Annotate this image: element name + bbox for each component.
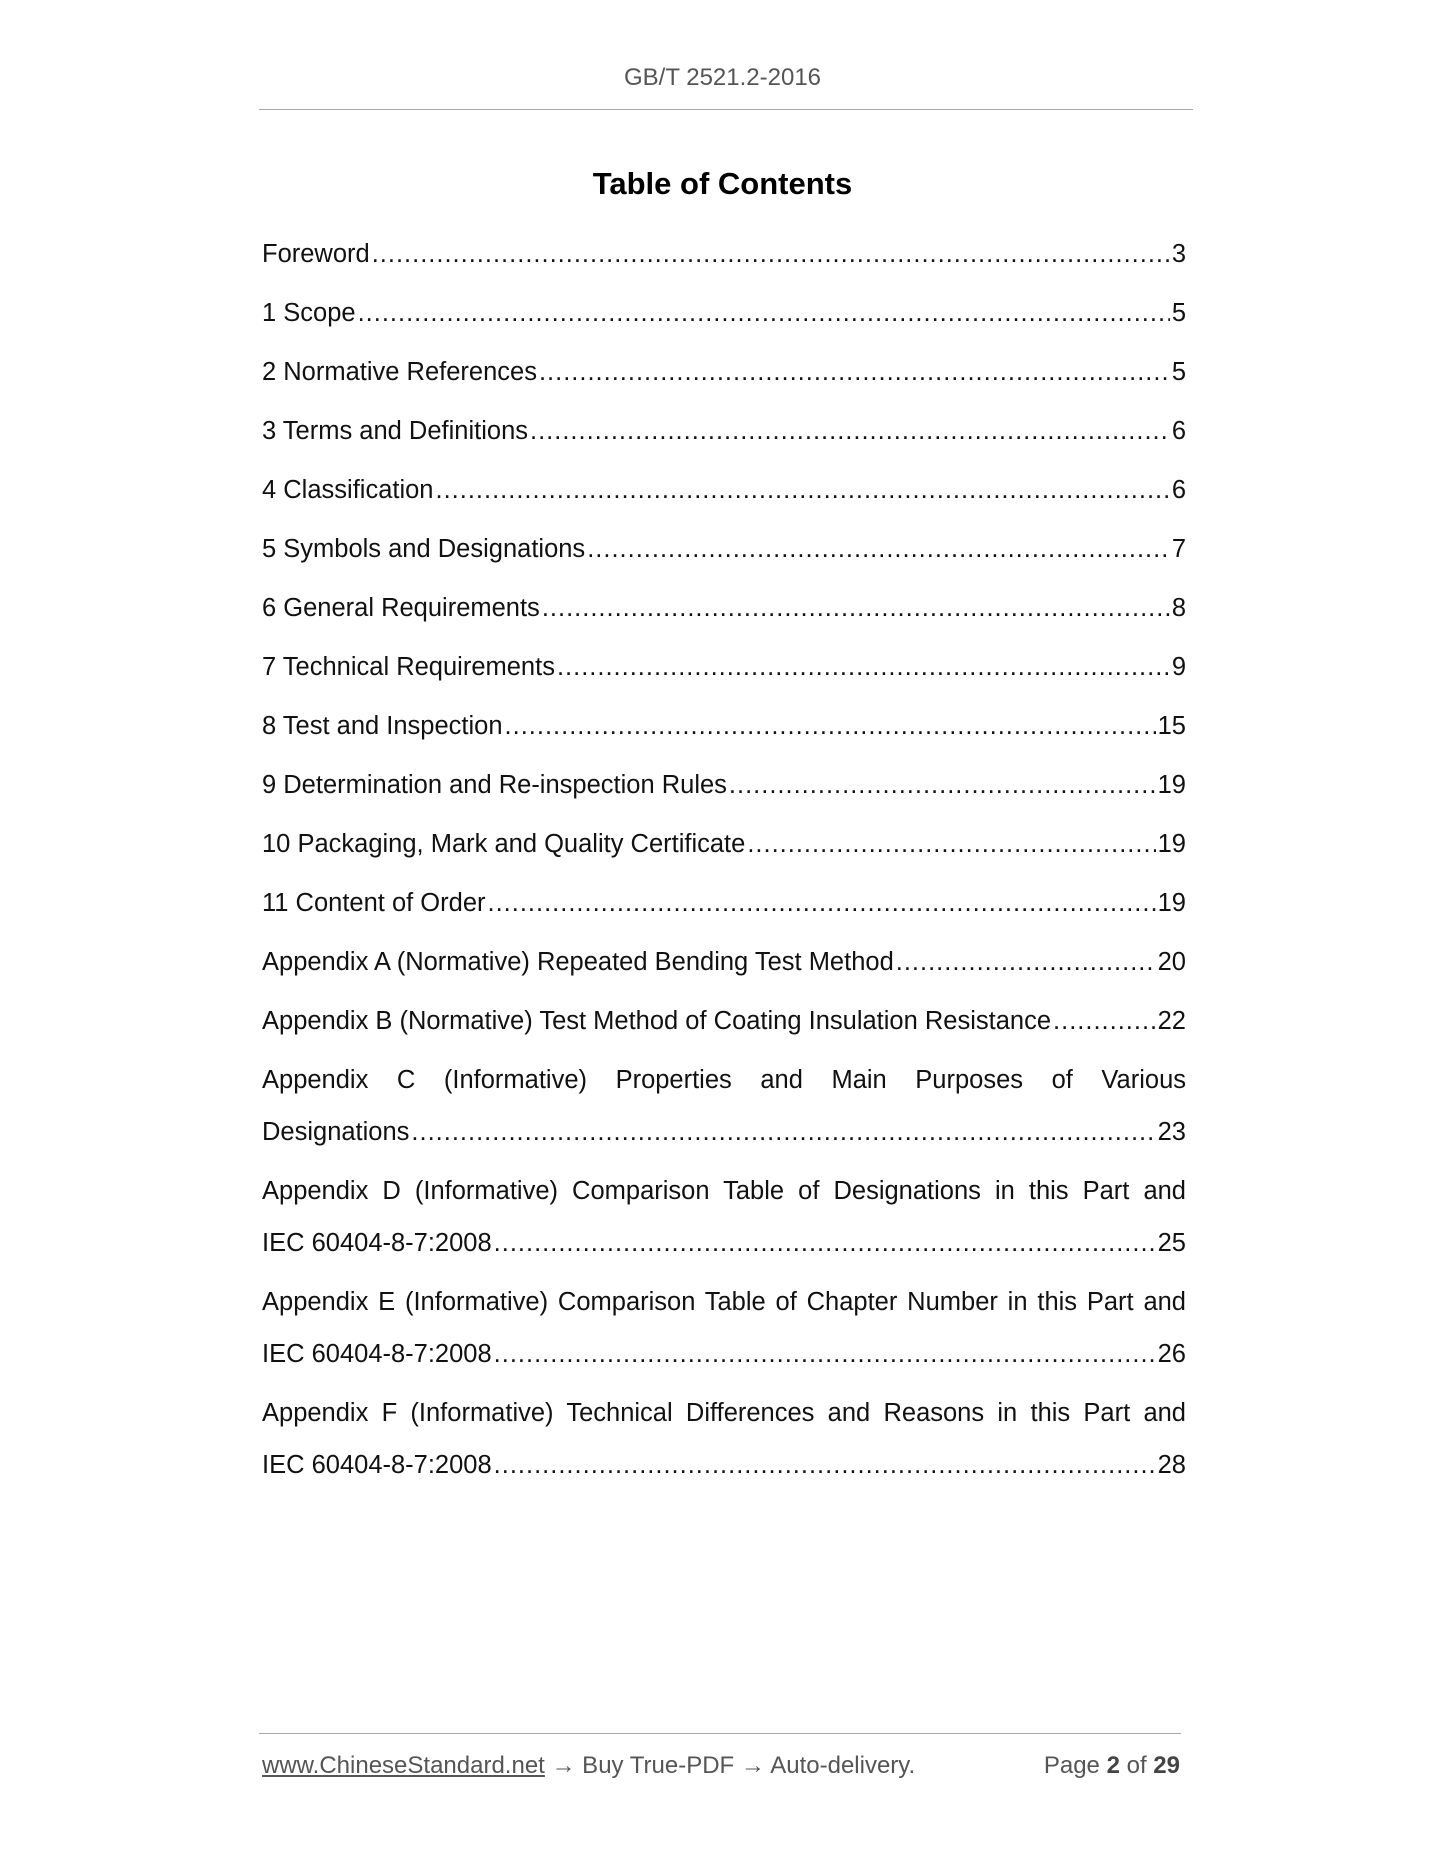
toc-entry-label: Foreword bbox=[262, 240, 370, 268]
toc-entry-normative-references[interactable] bbox=[262, 346, 1186, 398]
page-label: Page bbox=[1043, 1752, 1100, 1779]
toc-dot-leader bbox=[494, 1217, 1156, 1269]
toc-entry-technical-requirements[interactable] bbox=[262, 641, 1186, 693]
toc-dot-leader bbox=[747, 818, 1155, 870]
toc-entry-appendix-c[interactable] bbox=[262, 1054, 1186, 1158]
toc-entry-label: Appendix C (Informative) Properties and Main Purposes of Various bbox=[262, 1066, 1186, 1094]
page-of-label: of bbox=[1126, 1752, 1147, 1779]
table-of-contents bbox=[262, 228, 1186, 1498]
toc-entry-page: 25 bbox=[1157, 1229, 1186, 1257]
toc-entry-page: 19 bbox=[1157, 830, 1186, 858]
toc-entry-page: 6 bbox=[1171, 476, 1186, 504]
toc-entry-page: 19 bbox=[1157, 889, 1186, 917]
toc-dot-leader bbox=[411, 1106, 1155, 1158]
toc-dot-leader bbox=[557, 641, 1170, 693]
toc-entry-label: Appendix A (Normative) Repeated Bending Test Method bbox=[262, 948, 894, 976]
toc-entry-page: 28 bbox=[1157, 1451, 1186, 1479]
page-footer bbox=[262, 1752, 1180, 1780]
toc-entry-label: 10 Packaging, Mark and Quality Certificate bbox=[262, 830, 746, 858]
toc-entry-label-continued: IEC 60404-8-7:2008 bbox=[262, 1451, 492, 1479]
toc-dot-leader bbox=[494, 1439, 1156, 1491]
header-divider bbox=[259, 109, 1193, 110]
toc-entry-scope[interactable] bbox=[262, 287, 1186, 339]
footer-divider bbox=[259, 1733, 1181, 1734]
toc-entry-label: 6 General Requirements bbox=[262, 594, 540, 622]
toc-entry-content-of-order[interactable] bbox=[262, 877, 1186, 929]
toc-entry-packaging-mark-certificate[interactable] bbox=[262, 818, 1186, 870]
footer-promo bbox=[262, 1752, 915, 1780]
toc-entry-label: Appendix B (Normative) Test Method of Coating Insulation Resistance bbox=[262, 1007, 1052, 1035]
toc-dot-leader bbox=[896, 936, 1156, 988]
toc-entry-symbols-designations[interactable] bbox=[262, 523, 1186, 575]
toc-dot-leader bbox=[542, 582, 1170, 634]
toc-entry-label: Appendix E (Informative) Comparison Table of Chapter Number in this Part and bbox=[262, 1288, 1186, 1316]
toc-entry-general-requirements[interactable] bbox=[262, 582, 1186, 634]
toc-entry-label: 8 Test and Inspection bbox=[262, 712, 503, 740]
toc-entry-label: 3 Terms and Definitions bbox=[262, 417, 528, 445]
toc-entry-label: Appendix D (Informative) Comparison Table of Designations in this Part and bbox=[262, 1177, 1186, 1205]
toc-entry-page: 19 bbox=[1157, 771, 1186, 799]
toc-dot-leader bbox=[587, 523, 1170, 575]
page-current: 2 bbox=[1106, 1752, 1120, 1779]
toc-entry-page: 22 bbox=[1157, 1007, 1186, 1035]
toc-heading: Table of Contents bbox=[592, 166, 853, 201]
toc-entry-label: 1 Scope bbox=[262, 299, 356, 327]
toc-dot-leader bbox=[358, 287, 1170, 339]
toc-dot-leader bbox=[505, 700, 1156, 752]
toc-entry-label: 11 Content of Order bbox=[262, 889, 486, 917]
toc-entry-appendix-a[interactable] bbox=[262, 936, 1186, 988]
toc-dot-leader bbox=[436, 464, 1170, 516]
toc-dot-leader bbox=[1053, 995, 1156, 1047]
toc-dot-leader bbox=[530, 405, 1170, 457]
toc-entry-page: 9 bbox=[1171, 653, 1186, 681]
page-number bbox=[1044, 1752, 1180, 1780]
toc-entry-page: 5 bbox=[1171, 299, 1186, 327]
toc-entry-label: 5 Symbols and Designations bbox=[262, 535, 586, 563]
toc-entry-page: 15 bbox=[1157, 712, 1186, 740]
toc-entry-page: 6 bbox=[1171, 417, 1186, 445]
toc-entry-page: 7 bbox=[1171, 535, 1186, 563]
toc-dot-leader bbox=[488, 877, 1156, 929]
toc-entry-label: Appendix F (Informative) Technical Differences and Reasons in this Part and bbox=[262, 1399, 1186, 1427]
toc-entry-classification[interactable] bbox=[262, 464, 1186, 516]
toc-entry-determination-reinspection[interactable] bbox=[262, 759, 1186, 811]
document-header-title: GB/T 2521.2-2016 bbox=[623, 64, 822, 91]
toc-entry-appendix-f[interactable] bbox=[262, 1387, 1186, 1491]
toc-entry-test-inspection[interactable] bbox=[262, 700, 1186, 752]
toc-entry-page: 20 bbox=[1157, 948, 1186, 976]
toc-dot-leader bbox=[494, 1328, 1156, 1380]
toc-entry-page: 3 bbox=[1171, 240, 1186, 268]
toc-entry-appendix-b[interactable] bbox=[262, 995, 1186, 1047]
footer-tagline: → Buy True-PDF → Auto-delivery. bbox=[544, 1752, 916, 1779]
toc-entry-label-continued: IEC 60404-8-7:2008 bbox=[262, 1340, 492, 1368]
toc-entry-terms-definitions[interactable] bbox=[262, 405, 1186, 457]
toc-entry-page: 26 bbox=[1157, 1340, 1186, 1368]
page-total: 29 bbox=[1153, 1752, 1180, 1779]
toc-entry-label-continued: IEC 60404-8-7:2008 bbox=[262, 1229, 492, 1257]
toc-entry-page: 8 bbox=[1171, 594, 1186, 622]
toc-entry-label: 4 Classification bbox=[262, 476, 434, 504]
toc-entry-label-continued: Designations bbox=[262, 1118, 410, 1146]
toc-entry-label: 7 Technical Requirements bbox=[262, 653, 555, 681]
toc-dot-leader bbox=[729, 759, 1156, 811]
toc-dot-leader bbox=[372, 228, 1170, 280]
toc-entry-page: 23 bbox=[1157, 1118, 1186, 1146]
toc-entry-foreword[interactable] bbox=[262, 228, 1186, 280]
toc-entry-appendix-d[interactable] bbox=[262, 1165, 1186, 1269]
toc-entry-label: 9 Determination and Re-inspection Rules bbox=[262, 771, 727, 799]
toc-entry-label: 2 Normative References bbox=[262, 358, 537, 386]
toc-entry-page: 5 bbox=[1171, 358, 1186, 386]
toc-dot-leader bbox=[539, 346, 1170, 398]
toc-entry-appendix-e[interactable] bbox=[262, 1276, 1186, 1380]
website-link[interactable]: www.ChineseStandard.net bbox=[262, 1752, 545, 1779]
